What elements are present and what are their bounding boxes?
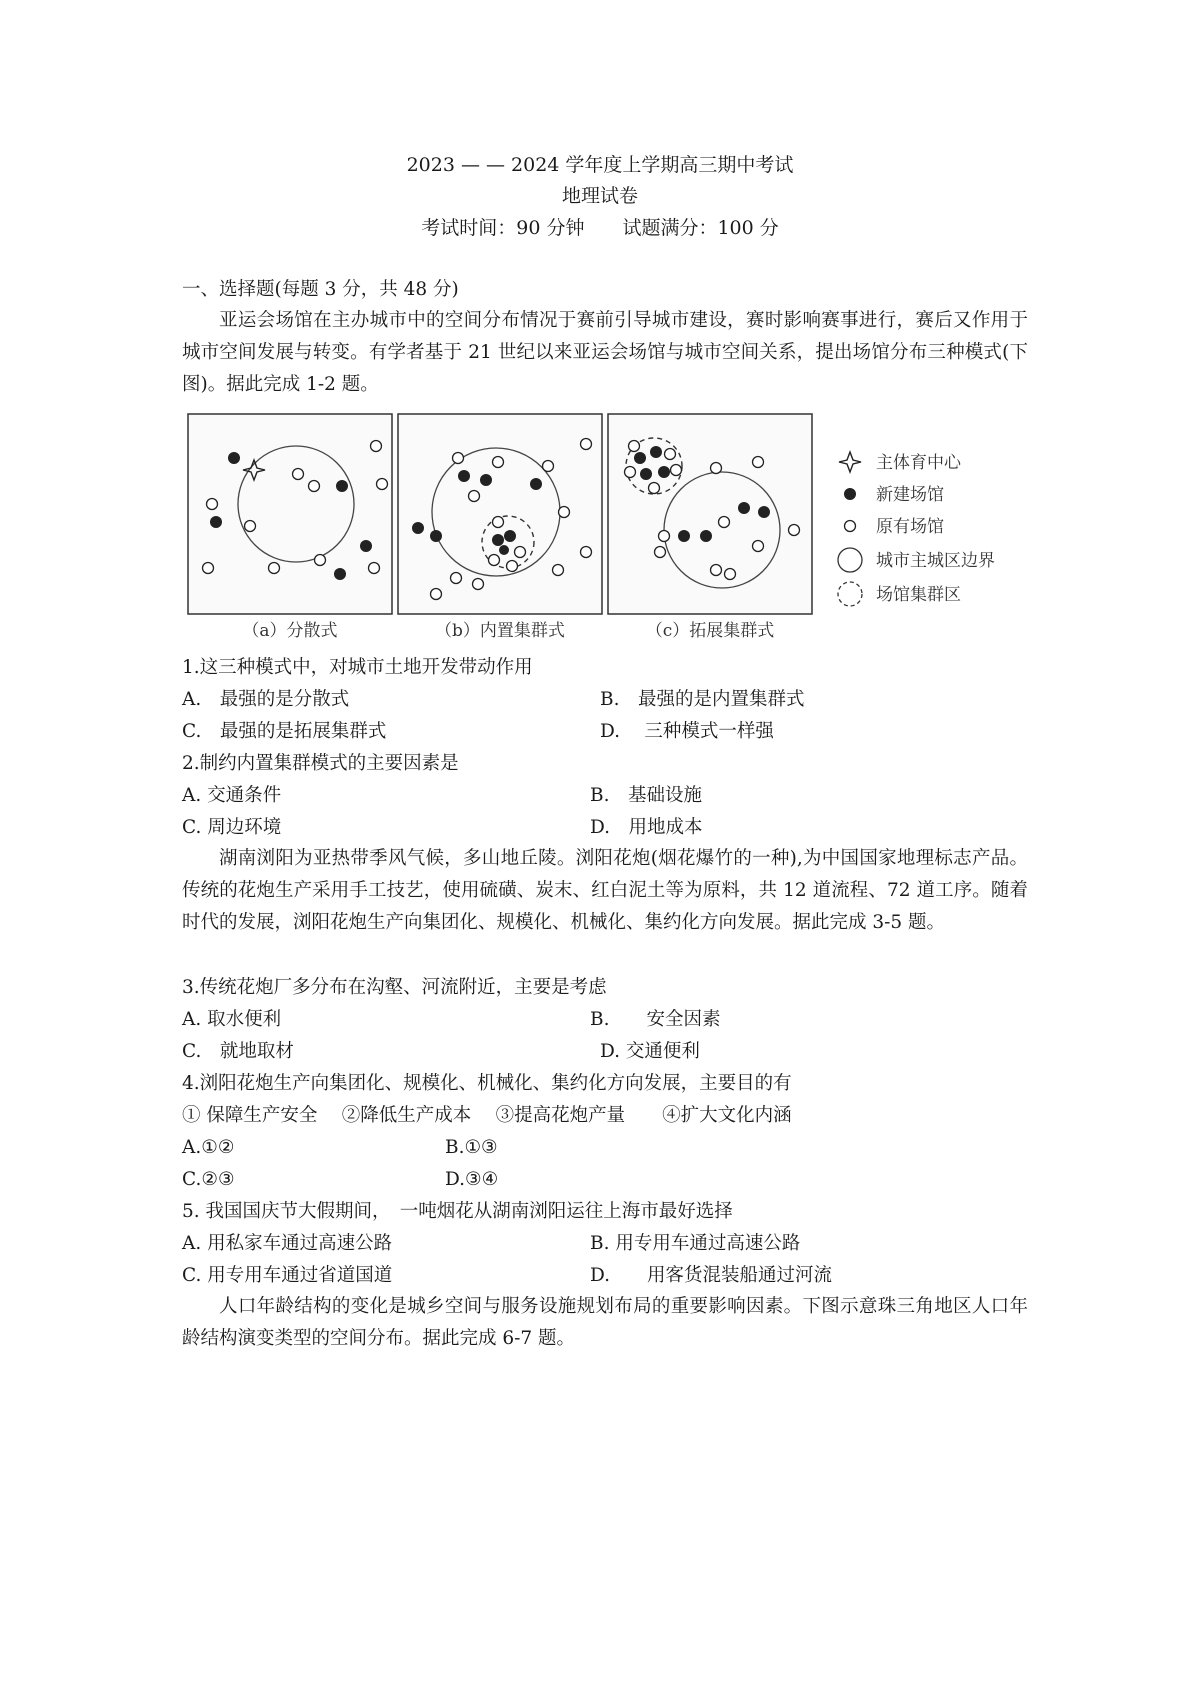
q2-option-b[interactable]: B. 基础设施 xyxy=(590,785,702,806)
figure-legend xyxy=(838,452,995,606)
q3-option-c[interactable]: C. 就地取材 xyxy=(182,1041,294,1062)
q3-option-b[interactable]: B. 安全因素 xyxy=(590,1009,721,1030)
q4-option-a[interactable]: A.①② xyxy=(182,1137,235,1158)
exam-subject: 地理试卷 xyxy=(561,185,638,207)
q2-option-d[interactable]: D. 用地成本 xyxy=(590,817,703,838)
q4-option-d[interactable]: D.③④ xyxy=(445,1169,499,1190)
q5-option-a[interactable]: A. 用私家车通过高速公路 xyxy=(182,1233,393,1254)
q5-option-c[interactable]: C. 用专用车通过省道国道 xyxy=(182,1265,393,1286)
caption-b: （b）内置集群式 xyxy=(435,621,565,641)
venue-distribution-figure xyxy=(186,412,1026,644)
intro-paragraph-2: 湖南浏阳为亚热带季风气候，多山地丘陵。浏阳花炮(烟花爆竹的一种),为中国国家地理标志产品。传统的花炮生产采用手工技艺，使用硫磺、炭末、红白泥土等为原料，共 12 道流程、72 道工序。随着时代的发展，浏阳花炮生产向集团化、规模化、机械化、集约化方向发展。据此完成 3-5 题。 xyxy=(182,848,1028,933)
q2-option-a[interactable]: A. 交通条件 xyxy=(182,785,282,806)
q5-stem: 5. 我国国庆节大假期间， 一吨烟花从湖南浏阳运往上海市最好选择 xyxy=(182,1201,733,1222)
legend-star-icon xyxy=(839,452,861,472)
panel-dispersed xyxy=(188,414,392,614)
q3-option-d[interactable]: D. 交通便利 xyxy=(600,1041,700,1062)
q5-option-d[interactable]: D. 用客货混装船通过河流 xyxy=(590,1265,833,1286)
intro-paragraph-1: 亚运会场馆在主办城市中的空间分布情况于赛前引导城市建设，赛时影响赛事进行，赛后又作用于城市空间发展与转变。有学者基于 21 世纪以来亚运会场馆与城市空间关系，提出场馆分布三种模式(下图)。据此完成 1-2 题。 xyxy=(182,310,1028,395)
q3-stem: 3.传统花炮厂多分布在沟壑、河流附近，主要是考虑 xyxy=(182,977,607,998)
legend-cluster-icon xyxy=(838,582,862,606)
q1-option-b[interactable]: B. 最强的是内置集群式 xyxy=(600,689,805,710)
legend-new-venue: 新建场馆 xyxy=(876,485,944,505)
legend-new-venue-icon xyxy=(844,488,856,500)
q1-option-a[interactable]: A. 最强的是分散式 xyxy=(182,689,350,710)
legend-existing-venue: 原有场馆 xyxy=(876,517,944,537)
exam-info: 考试时间：90 分钟 试题满分：100 分 xyxy=(421,217,779,239)
q4-option-c[interactable]: C.②③ xyxy=(182,1169,235,1190)
q2-option-c[interactable]: C. 周边环境 xyxy=(182,817,282,838)
q4-option-b[interactable]: B.①③ xyxy=(445,1137,498,1158)
legend-cluster: 场馆集群区 xyxy=(876,585,961,605)
caption-a: （a）分散式 xyxy=(242,621,338,641)
q3-option-a[interactable]: A. 取水便利 xyxy=(182,1009,282,1030)
q1-stem: 1.这三种模式中，对城市土地开发带动作用 xyxy=(182,657,533,678)
legend-existing-venue-icon xyxy=(845,521,856,532)
q1-option-d[interactable]: D. 三种模式一样强 xyxy=(600,721,774,742)
panel-inner-cluster xyxy=(398,414,602,614)
q5-option-b[interactable]: B. 用专用车通过高速公路 xyxy=(590,1233,801,1254)
panel-expanded-cluster xyxy=(608,414,812,614)
legend-boundary-icon xyxy=(838,548,862,572)
caption-c: （c）拓展集群式 xyxy=(645,621,775,641)
intro-paragraph-3: 人口年龄结构的变化是城乡空间与服务设施规划布局的重要影响因素。下图示意珠三角地区人口年龄结构演变类型的空间分布。据此完成 6-7 题。 xyxy=(182,1296,1028,1349)
q1-option-c[interactable]: C. 最强的是拓展集群式 xyxy=(182,721,387,742)
legend-main-center: 主体育中心 xyxy=(876,453,961,473)
exam-title: 2023 — — 2024 学年度上学期高三期中考试 xyxy=(406,154,794,176)
q2-stem: 2.制约内置集群模式的主要因素是 xyxy=(182,753,459,774)
q4-stem: 4.浏阳花炮生产向集团化、规模化、机械化、集约化方向发展，主要目的有 xyxy=(182,1073,792,1094)
legend-boundary: 城市主城区边界 xyxy=(876,551,995,571)
q4-items: ① 保障生产安全 ②降低生产成本 ③提高花炮产量 ④扩大文化内涵 xyxy=(182,1105,792,1126)
section-heading: 一、选择题(每题 3 分，共 48 分) xyxy=(182,279,459,300)
